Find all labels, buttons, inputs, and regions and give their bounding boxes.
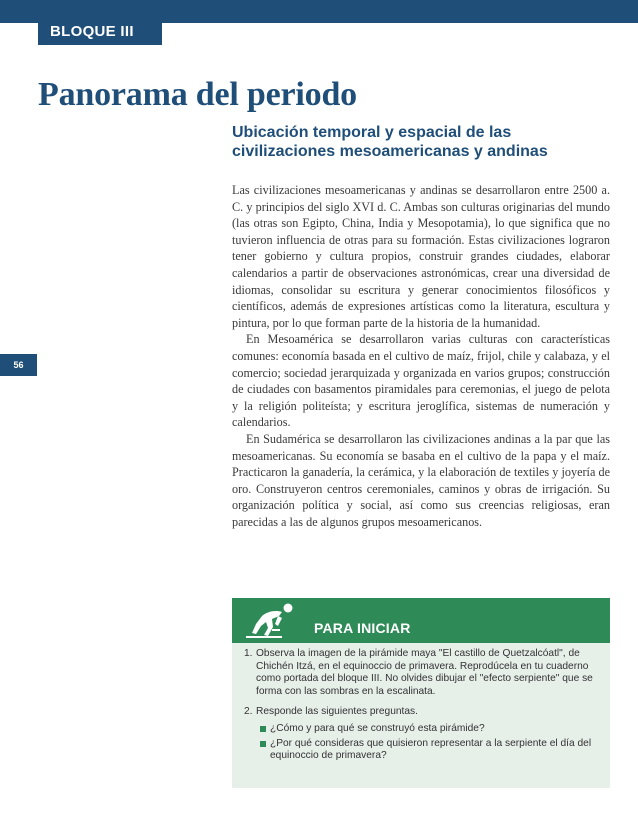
bullet-square-icon bbox=[260, 726, 266, 732]
bullet-square-icon bbox=[260, 741, 266, 747]
paragraph-3: En Sudamérica se desarrollaron las civilizaciones andinas a la par que las mesoamericanas. Su economía se basaba en el cultivo de la papa y el maíz. Practicaron la ganadería, la cerámica, y la elaboración de textiles y joyería de oro. Construyeron centros ceremoniales, caminos y obras de irrigación. Su organización política y social, así como sus creencias religiosas, eran parecidas a las de algunos grupos mesoamericanos. bbox=[232, 431, 610, 529]
runner-start-icon bbox=[242, 602, 300, 640]
question-1-number: 1. bbox=[244, 648, 253, 659]
body-text bbox=[232, 182, 610, 530]
page-title: Panorama del periodo bbox=[38, 76, 357, 113]
question-2-text: Responde las siguientes preguntas. bbox=[256, 706, 418, 718]
bullet-item bbox=[260, 738, 594, 763]
question-2-bullets bbox=[260, 723, 594, 763]
bloque-label: BLOQUE III bbox=[38, 18, 162, 45]
paragraph-1: Las civilizaciones mesoamericanas y andinas se desarrollaron entre 2500 a. C. y principios del siglo XVI d. C. Ambas son culturas originarias del mundo (las otras son Egipto, China, India y Mesopotamia), lo que significa que no tuvieron influencia de otras para su formación. Estas civilizaciones lograron tener gobierno y cultura propios, construir grandes ciudades, elaborar calendarios a partir de observaciones astronómicas, crear una diversidad de idiomas, consolidar su escritura y generar conocimientos filosóficos y científicos, además de expresiones artísticas como la literatura, escultura y pintura, por lo que forman parte de la historia de la humanidad. bbox=[232, 183, 610, 330]
question-1-text: Observa la imagen de la pirámide maya "El castillo de Quetzalcóatl", de Chichén Itzá, en el equinoccio de primavera. Reprodúcela en tu cuaderno como portada del bloque III. No olvides dibujar el "efecto serpiente" que se forma con las sombras en la escalinata. bbox=[256, 648, 593, 697]
question-2 bbox=[244, 706, 594, 719]
paragraph-2: En Mesoamérica se desarrollaron varias culturas con características comunes: economía basada en el cultivo de maíz, frijol, chile y calabaza, y el comercio; sociedad jerarquizada y organizada en varios grupos; construcción de ciudades con basamentos piramidales para ceremonias, el juego de pelota y la religión politeísta; y escritura jeroglífica, sistemas de numeración y calendarios. bbox=[232, 332, 610, 430]
para-iniciar-title: PARA INICIAR bbox=[314, 620, 411, 636]
question-1 bbox=[244, 648, 594, 698]
para-iniciar-header bbox=[232, 598, 610, 643]
section-subtitle: Ubicación temporal y espacial de las civilizaciones mesoamericanas y andinas bbox=[232, 124, 548, 160]
bullet-text: ¿Por qué consideras que quisieron representar a la serpiente el día del equinoccio de primavera? bbox=[270, 737, 592, 762]
page-number: 56 bbox=[0, 354, 37, 376]
para-iniciar-body bbox=[232, 643, 610, 763]
question-2-number: 2. bbox=[244, 706, 253, 718]
bullet-item bbox=[260, 723, 594, 736]
para-iniciar-box bbox=[232, 598, 610, 788]
bullet-text: ¿Cómo y para qué se construyó esta pirámide? bbox=[270, 722, 485, 734]
